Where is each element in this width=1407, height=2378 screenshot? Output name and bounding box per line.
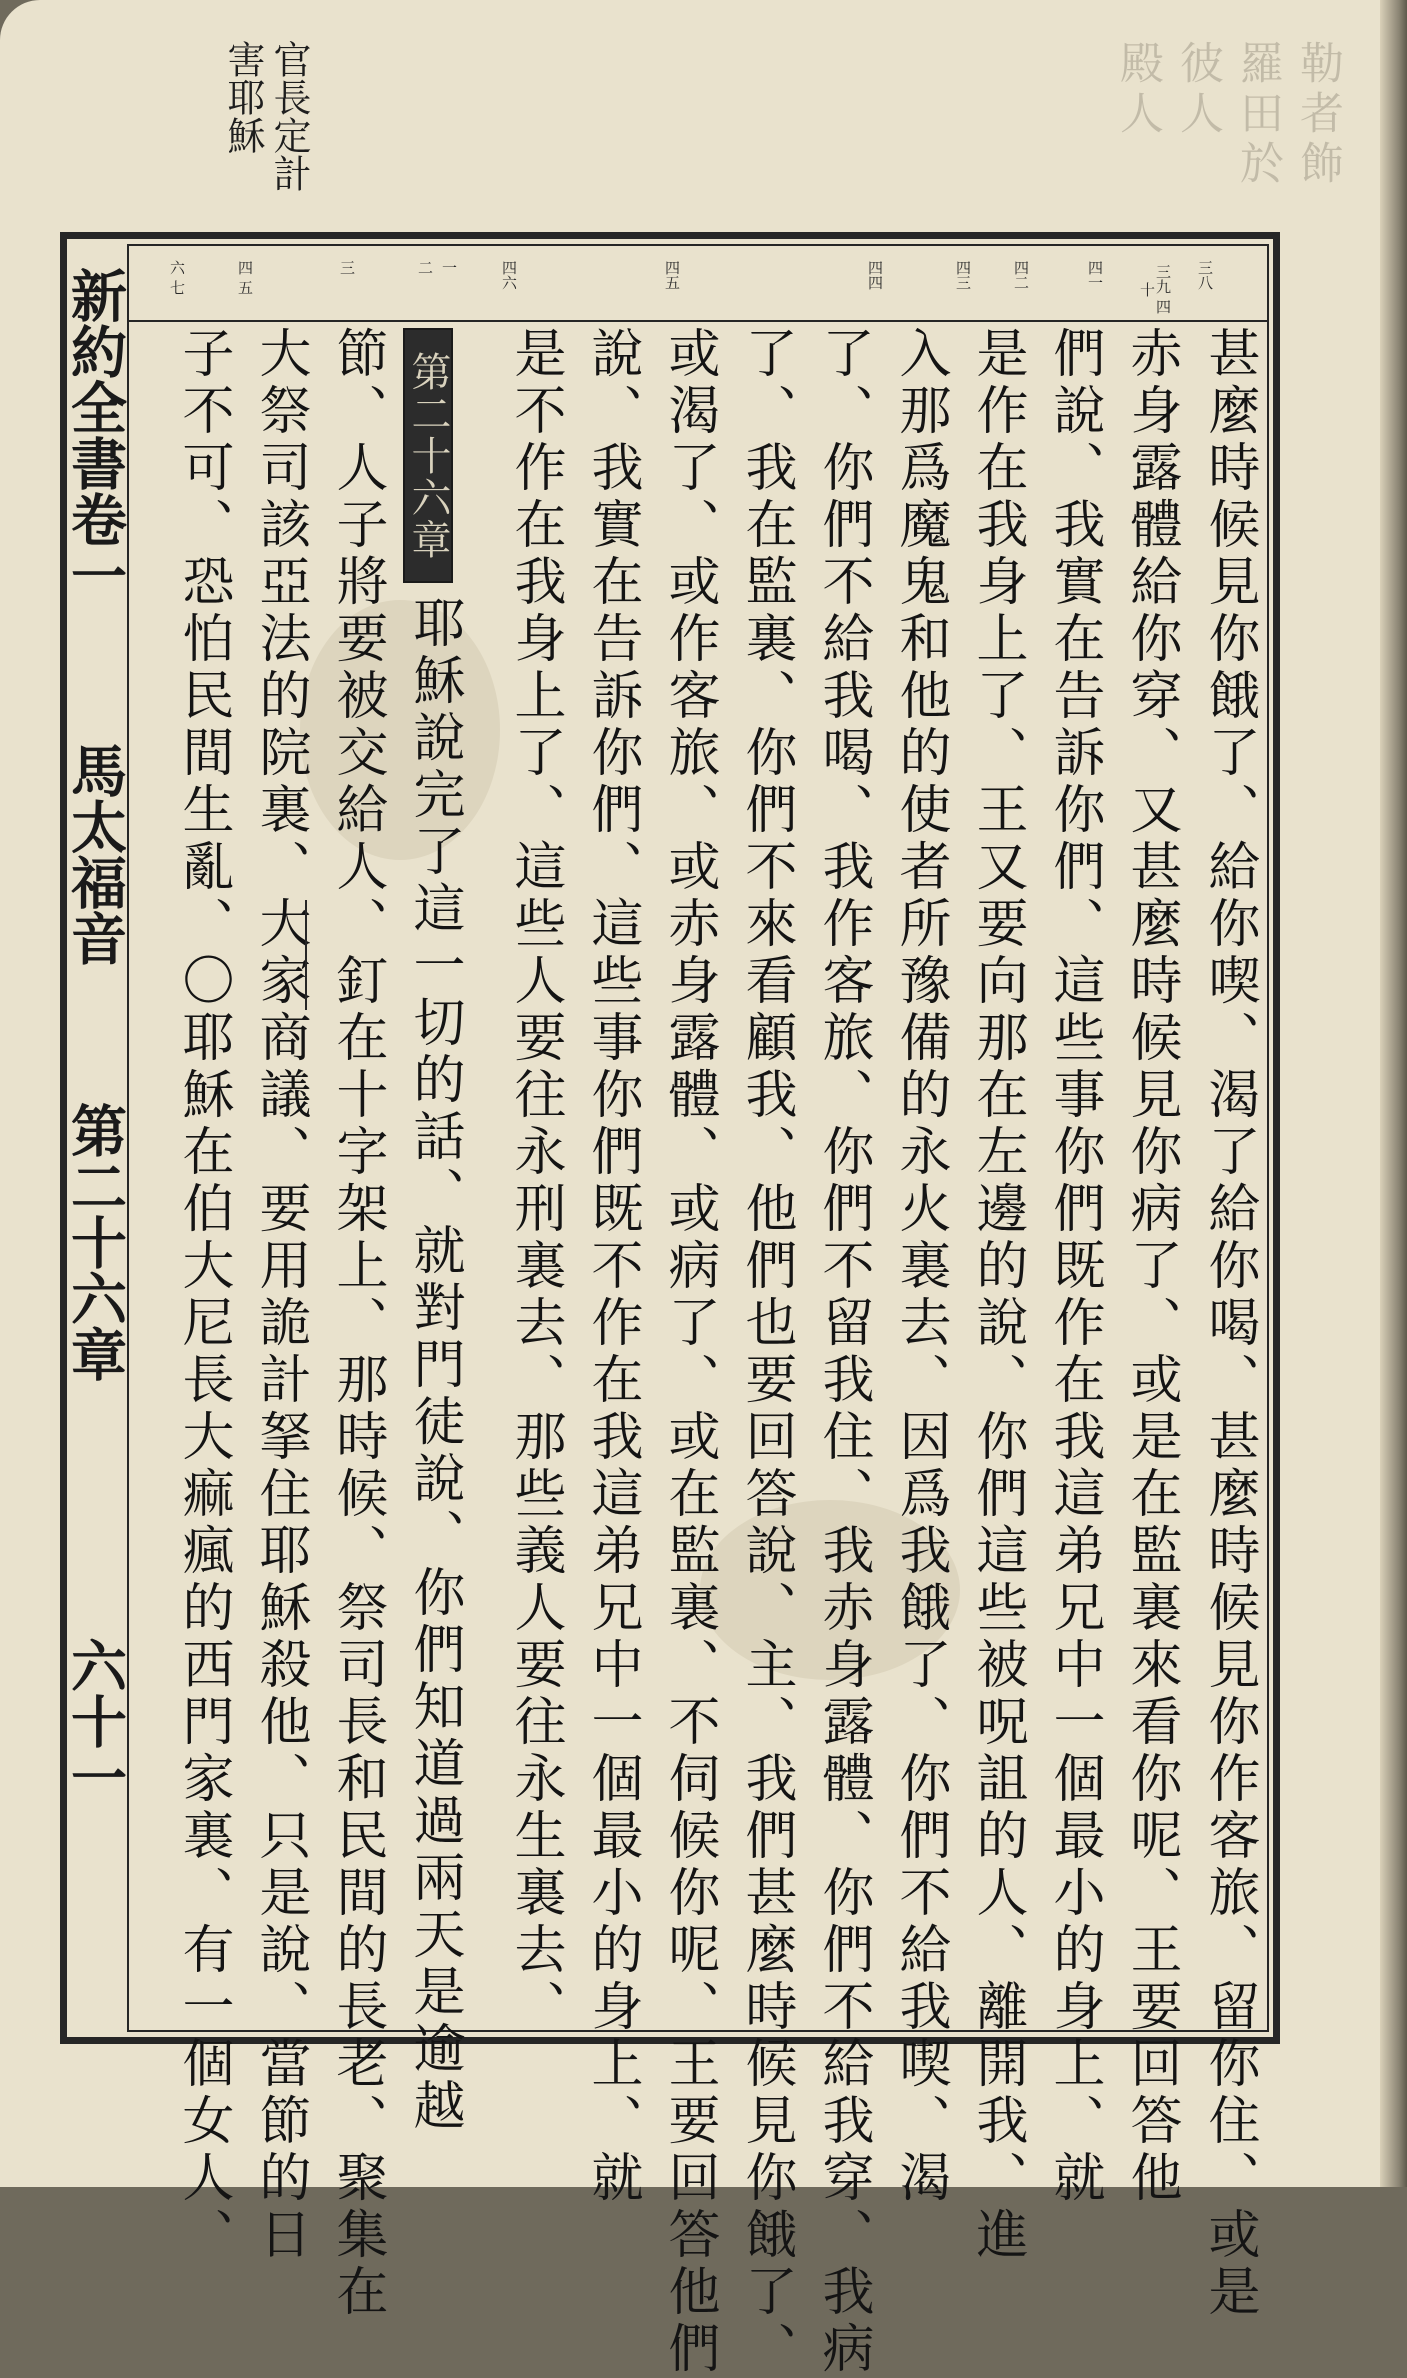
verse-number-rule (127, 320, 1269, 322)
bleed-through-text: 羅田於 (1232, 40, 1283, 190)
text-column: 是不作在我身上了、這些人要往永刑裏去、那些義人要往永生裏去、 (505, 326, 565, 2036)
text-column: 說、我實在告訴你們、這些事你們既不作在我這弟兄中一個最小的身上、就 (582, 326, 642, 2207)
verse-number: 三九 四十 (1138, 264, 1172, 314)
running-head (62, 262, 128, 2032)
verse-number: 二 (416, 260, 434, 275)
annotation-line: 官長定計 (267, 40, 311, 192)
verse-number: 四二 (1012, 260, 1030, 290)
bleed-through-text: 殿人 (1112, 40, 1163, 140)
chapter-heading-mark: 第二十六章 (403, 328, 453, 583)
verse-number: 四 五 (236, 260, 254, 295)
text-column: 們說、我實在告訴你們、這些事你們既作在我這弟兄中一個最小的身上、就 (1044, 326, 1104, 2207)
page-number: 六十一 (62, 1637, 128, 1805)
proper-name-underline (305, 900, 307, 1010)
verse-number: 四三 (954, 260, 972, 290)
verse-number: 四四 (866, 260, 884, 290)
gospel-title: 馬太福音 (62, 742, 128, 966)
text-column: 耶穌說完了這一切的話、就對門徒說、你們知道過兩天是逾越 (404, 596, 464, 2135)
book-title: 新約全書卷一 (62, 267, 128, 603)
verse-number: 六 七 (168, 260, 186, 295)
verse-number: 一 (440, 260, 458, 275)
verse-number: 四五 (663, 260, 681, 290)
text-column: 大祭司該亞法的院裏、大家商議、要用詭計拏住耶穌殺他、只是說、當節的日 (250, 326, 310, 2264)
bleed-through-text: 彼人 (1172, 40, 1223, 140)
text-column: 甚麼時候見你餓了、給你喫、渴了給你喝、甚麼時候見你作客旅、留你住、或是 (1199, 326, 1259, 2321)
scripture-body (160, 326, 1260, 2378)
text-column: 是作在我身上了、王又要向那在左邊的說、你們這些被呪詛的人、離開我、進 (967, 326, 1027, 2264)
verse-number: 三 (338, 260, 356, 275)
chapter-title: 第二十六章 (62, 1102, 128, 1382)
verse-number: 四一 (1086, 260, 1104, 290)
marginal-annotation (220, 40, 312, 230)
annotation-line: 害耶穌 (221, 40, 265, 154)
text-column: 赤身露體給你穿、又甚麼時候見你病了、或是在監裏來看你呢、王要回答他 (1121, 326, 1181, 2207)
page-edge (1380, 0, 1407, 2187)
text-column: 節、人子將要被交給人、釘在十字架上、那時候、祭司長和民間的長老、聚集在 (327, 326, 387, 2321)
text-column: 子不可、恐怕民間生亂、〇耶穌在伯大尼長大痲瘋的西門家裏、有一個女人、 (173, 326, 233, 2264)
bleed-through-text: 勒者飾 (1292, 40, 1343, 190)
verse-number: 三八 (1196, 260, 1214, 290)
text-column: 了、我在監裏、你們不來看顧我、他們也要回答說、主、我們甚麼時候見你餓了、 (736, 326, 796, 2378)
verse-number-row (129, 248, 1267, 318)
text-column: 入那爲魔鬼和他的使者所豫備的永火裏去、因爲我餓了、你們不給我喫、渴 (890, 326, 950, 2207)
text-column: 或渴了、或作客旅、或赤身露體、或病了、或在監裏、不伺候你呢、王要回答他們 (659, 326, 719, 2378)
verse-number: 四六 (500, 260, 518, 290)
text-column: 了、你們不給我喝、我作客旅、你們不留我住、我赤身露體、你們不給我穿、我病 (813, 326, 873, 2378)
